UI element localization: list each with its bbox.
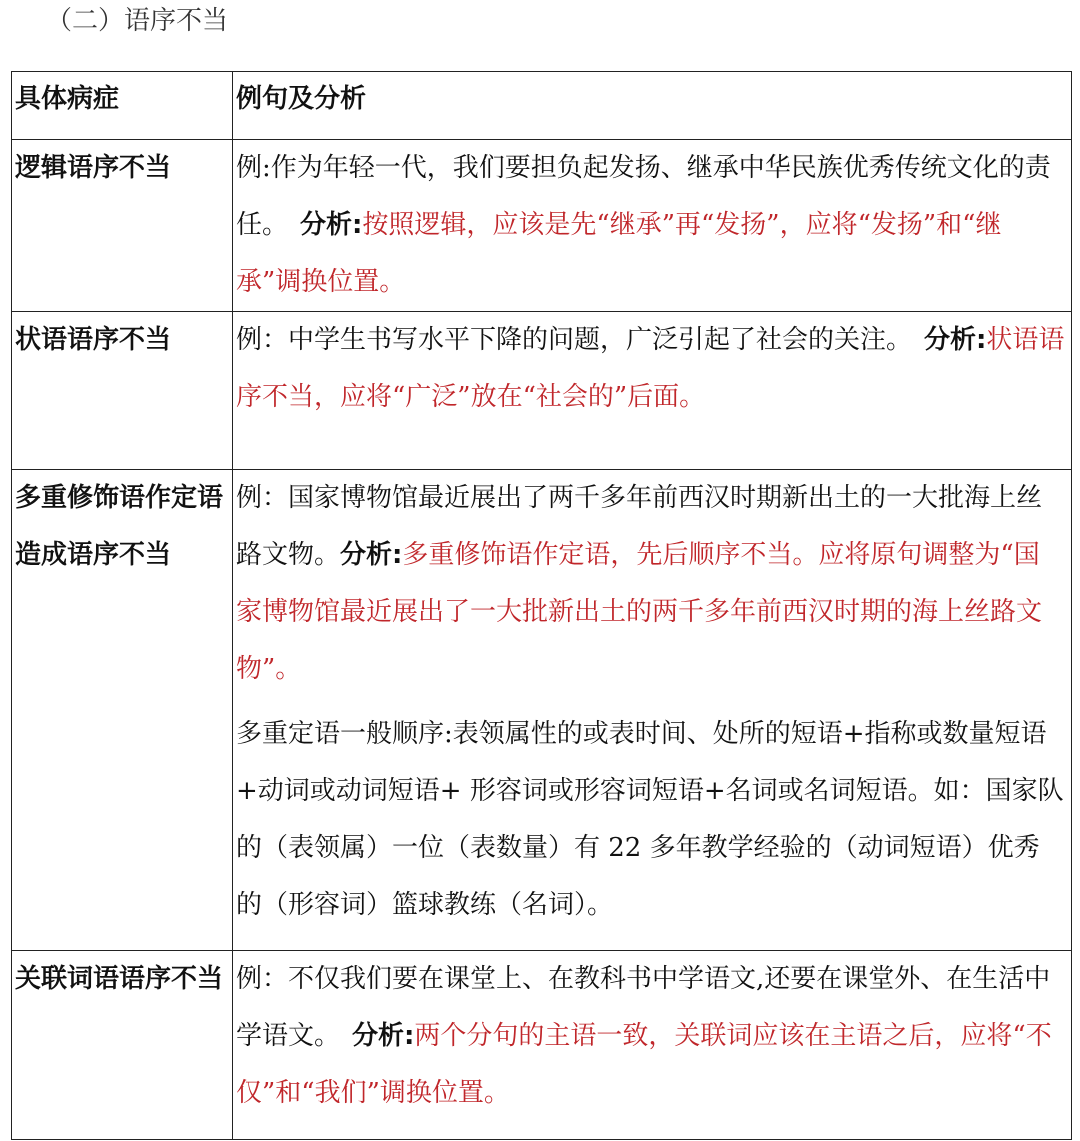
symptom-cell: 关联词语语序不当 [12, 951, 233, 1140]
analysis-text: 按照逻辑，应该是先“继承”再“发扬”，应将“发扬”和“继承”调换位置。 [236, 210, 1002, 297]
attributive-order-note: 多重定语一般顺序:表领属性的或表时间、处所的短语+指称或数量短语+动词或动词短语+ 形容词或形容词短语+名词或名词短语。如：国家队的（表领属）一位（表数量）有 22 多年教学经验的（动词短语）优秀的（形容词）篮球教练（名词）。 [236, 719, 1064, 920]
example-text: 例：不仅我们要在课堂上、在教科书中学语文,还要在课堂外、在生活中学语文。 [236, 964, 1051, 1051]
header-symptom: 具体病症 [12, 72, 233, 140]
symptom-cell: 多重修饰语作定语造成语序不当 [12, 470, 233, 951]
header-example-analysis: 例句及分析 [233, 72, 1072, 140]
analysis-text: 状语语序不当，应将“广泛”放在“社会的”后面。 [236, 325, 1065, 412]
analysis-text: 多重修饰语作定语，先后顺序不当。应将原句调整为“国家博物馆最近展出了一大批新出土的两千多年前西汉时期的海上丝路文物”。 [236, 540, 1043, 684]
analysis-label: 分析: [352, 1021, 415, 1051]
example-text: 例：国家博物馆最近展出了两千多年前西汉时期新出土的一大批海上丝路文物。 [236, 483, 1043, 570]
example-analysis-cell [233, 140, 1072, 312]
table-row [12, 140, 1072, 312]
example-text: 例:作为年轻一代，我们要担负起发扬、继承中华民族优秀传统文化的责任。 [236, 153, 1051, 240]
example-text: 例：中学生书写水平下降的问题，广泛引起了社会的关注。 [236, 325, 913, 355]
example-analysis-cell [233, 470, 1072, 951]
analysis-label: 分析: [300, 210, 363, 240]
example-analysis-cell [233, 312, 1072, 470]
symptom-cell: 逻辑语序不当 [12, 140, 233, 312]
table-header-row [12, 72, 1072, 140]
analysis-label: 分析: [924, 325, 987, 355]
table-row [12, 312, 1072, 470]
section-title: （二）语序不当 [46, 6, 229, 36]
table-row [12, 951, 1072, 1140]
analysis-text: 两个分句的主语一致，关联词应该在主语之后，应将“不仅”和“我们”调换位置。 [236, 1021, 1052, 1108]
example-analysis-cell [233, 951, 1072, 1140]
table-row [12, 470, 1072, 951]
syntax-error-table [11, 71, 1072, 1140]
symptom-cell: 状语语序不当 [12, 312, 233, 470]
analysis-label: 分析: [340, 540, 403, 570]
